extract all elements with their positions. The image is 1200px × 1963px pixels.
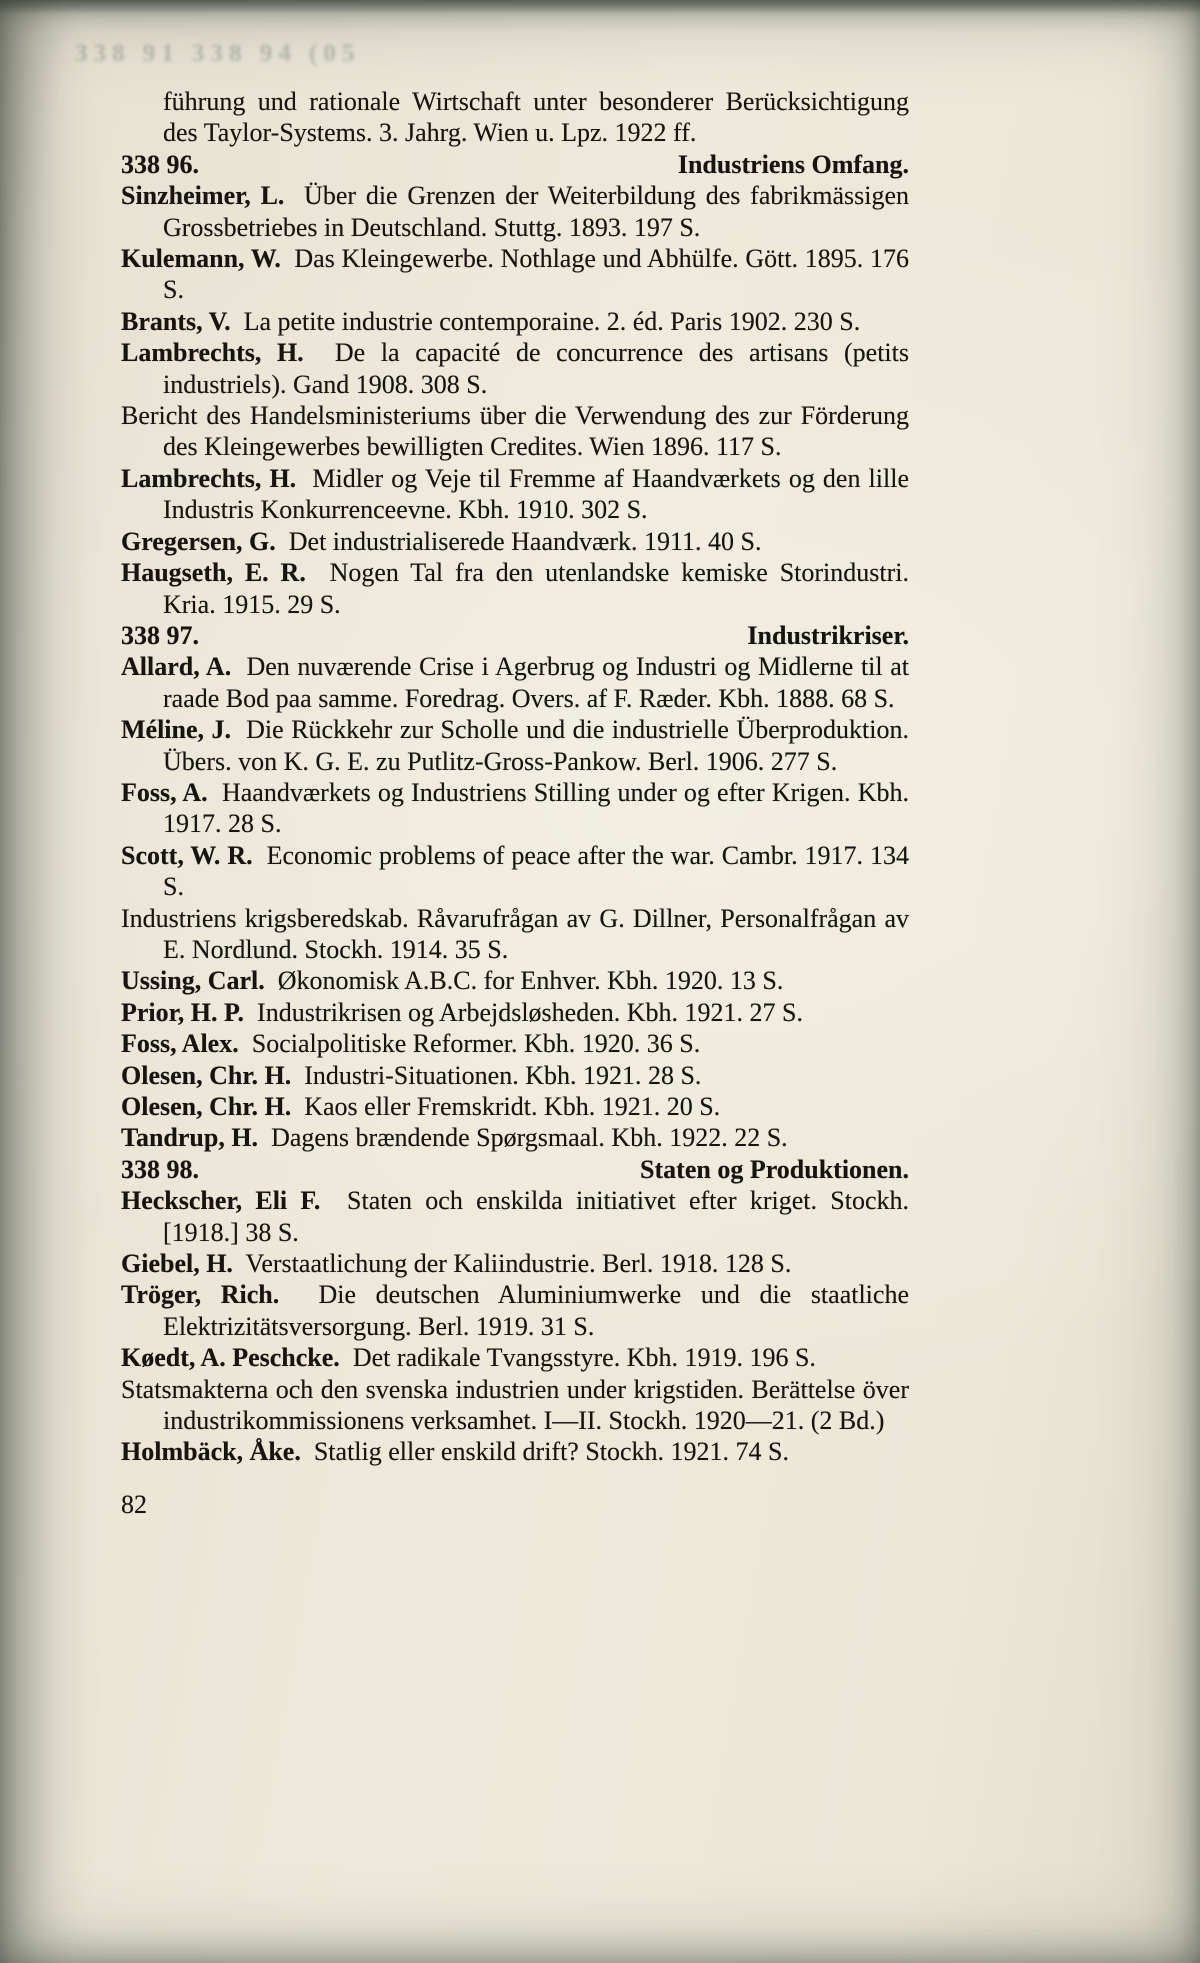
entry-text: Midler og Veje til Fremme af Haandværkets og den lille Industris Konkurrenceevne. Kbh. 1910. 302 S.: [163, 463, 909, 525]
section-title: Industriens Omfang.: [677, 149, 909, 179]
entry-text: Socialpolitiske Reformer. Kbh. 1920. 36 S.: [251, 1029, 701, 1059]
bibliography-entry: [121, 1060, 909, 1091]
entry-author: Olesen, Chr. H.: [121, 1092, 292, 1121]
bibliography-entry: [121, 306, 909, 337]
bibliography-entry: [121, 1185, 909, 1248]
entry-author: Køedt, A. Peschcke.: [121, 1343, 340, 1373]
bibliography-list: [121, 86, 909, 1468]
entry-author: Gregersen, G.: [121, 526, 276, 556]
section-code: 338 96.: [121, 149, 199, 179]
section-title: Industrikriser.: [747, 620, 909, 650]
entry-text: Über die Grenzen der Weiterbildung des fabrikmässigen Grossbetriebes in Deutschland. Stuttg. 1893. 197 S.: [163, 181, 910, 242]
entry-text: Haandværkets og Industriens Stilling under og efter Krigen. Kbh. 1917. 28 S.: [163, 777, 909, 839]
section-title: Staten og Produktionen.: [640, 1154, 909, 1184]
entry-text: Statsmakterna och den svenska industrien under krigstiden. Berättelse över industrikommissionens verksamhet. I—II. Stockh. 1920—21. (2 Bd.): [121, 1374, 909, 1436]
entry-text: Industriens krigsberedskab. Råvarufrågan av G. Dillner, Personalfrågan av E. Nordlund. Stockh. 1914. 35 S.: [121, 903, 909, 964]
entry-author: Tandrup, H.: [121, 1123, 259, 1153]
entry-text: Die Rückkehr zur Scholle und die industrielle Überproduktion. Übers. von K. G. E. zu Putlitz-Gross-Pankow. Berl. 1906. 277 S.: [163, 715, 910, 776]
section-heading: [121, 149, 909, 180]
entry-text: führung und rationale Wirtschaft unter besonderer Berücksichtigung des Taylor-Systems. 3. Jahrg. Wien u. Lpz. 1922 ff.: [163, 87, 909, 148]
bibliography-entry: [121, 463, 909, 526]
bibliography-entry: [121, 1091, 909, 1122]
entry-author: Olesen, Chr. H.: [121, 1060, 292, 1090]
bibliography-entry: [121, 1342, 909, 1373]
page-number: 82: [121, 1489, 147, 1519]
entry-author: Lambrechts, H.: [121, 463, 297, 493]
entry-author: Prior, H. P.: [121, 997, 245, 1027]
section-code: 338 98.: [121, 1154, 199, 1184]
entry-text: Die deutschen Aluminiumwerke und die staatliche Elektrizitätsversorgung. Berl. 1919. 31 S.: [163, 1280, 909, 1341]
entry-text: Det industrialiserede Haandværk. 1911. 40 S.: [288, 526, 762, 556]
text-block: [121, 86, 909, 1520]
section-code: 338 97.: [121, 620, 199, 650]
entry-author: Ussing, Carl.: [121, 966, 265, 996]
entry-author: Lambrechts, H.: [121, 338, 304, 368]
entry-text: Økonomisk A.B.C. for Enhver. Kbh. 1920. 13 S.: [277, 966, 784, 996]
entry-text: Den nuværende Crise i Agerbrug og Industri og Midlerne til at raade Bod paa samme. Foredrag. Overs. af F. Ræder. Kbh. 1888. 68 S.: [163, 652, 909, 713]
entry-author: Méline, J.: [121, 715, 232, 745]
entry-text: Industri-Situationen. Kbh. 1921. 28 S.: [304, 1060, 702, 1090]
bibliography-entry: [121, 1436, 909, 1467]
entry-text: Statlig eller enskild drift? Stockh. 1921. 74 S.: [313, 1437, 790, 1467]
entry-author: Heckscher, Eli F.: [121, 1186, 321, 1216]
entry-author: Brants, V.: [121, 306, 231, 336]
bibliography-entry: [121, 1122, 909, 1153]
bibliography-entry: [121, 903, 909, 966]
entry-author: Foss, A.: [121, 777, 208, 807]
entry-author: Tröger, Rich.: [121, 1280, 280, 1310]
bibliography-entry: [121, 526, 909, 557]
entry-text: La petite industrie contemporaine. 2. éd. Paris 1902. 230 S.: [243, 306, 861, 336]
entry-text: Kaos eller Fremskridt. Kbh. 1921. 20 S.: [304, 1092, 721, 1121]
bibliography-entry: [121, 965, 909, 996]
bibliography-entry: [121, 777, 909, 840]
bibliography-entry: [121, 337, 909, 400]
entry-text: Bericht des Handelsministeriums über die Verwendung des zur Förderung des Kleingewerbes bewilligten Credites. Wien 1896. 117 S.: [121, 401, 909, 462]
entry-text: Dagens brændende Spørgsmaal. Kbh. 1922. 22 S.: [271, 1123, 788, 1153]
entry-author: Giebel, H.: [121, 1249, 233, 1279]
entry-text: Staten och enskilda initiativet efter kriget. Stockh. [1918.] 38 S.: [163, 1186, 910, 1247]
entry-text: Verstaatlichung der Kaliindustrie. Berl. 1918. 128 S.: [245, 1249, 792, 1279]
bibliography-entry: [121, 714, 909, 777]
entry-text: Det radikale Tvangsstyre. Kbh. 1919. 196 S.: [352, 1343, 816, 1373]
bibliography-entry: [121, 840, 909, 903]
section-heading: [121, 1154, 909, 1185]
entry-author: Allard, A.: [121, 652, 232, 682]
bibliography-entry: [121, 1279, 909, 1342]
bibliography-entry: [121, 1028, 909, 1059]
entry-text: Nogen Tal fra den utenlandske kemiske Storindustri. Kria. 1915. 29 S.: [163, 558, 910, 619]
entry-author: Foss, Alex.: [121, 1029, 239, 1059]
bibliography-entry: [121, 997, 909, 1028]
bibliography-entry: [121, 1374, 909, 1437]
entry-text: De la capacité de concurrence des artisans (petits industriels). Gand 1908. 308 S.: [163, 338, 910, 399]
entry-text: Economic problems of peace after the war. Cambr. 1917. 134 S.: [163, 840, 910, 902]
entry-author: Holmbäck, Åke.: [121, 1437, 301, 1467]
section-heading: [121, 620, 909, 651]
entry-text: Das Kleingewerbe. Nothlage und Abhülfe. Gött. 1895. 176 S.: [163, 244, 910, 305]
entry-author: Haugseth, E. R.: [121, 558, 306, 588]
entry-author: Kulemann, W.: [121, 244, 281, 274]
bibliography-entry: [121, 400, 909, 463]
bibliography-entry: [121, 243, 909, 306]
bleedthrough-text: 338 91 338 94 (05: [75, 40, 361, 67]
bibliography-entry: [121, 180, 909, 243]
entry-continuation: [121, 86, 909, 149]
bibliography-entry: [121, 557, 909, 620]
bibliography-entry: [121, 1248, 909, 1279]
entry-author: Scott, W. R.: [121, 840, 253, 870]
entry-author: Sinzheimer, L.: [121, 181, 285, 211]
bibliography-entry: [121, 651, 909, 714]
entry-text: Industrikrisen og Arbejdsløsheden. Kbh. 1921. 27 S.: [257, 997, 803, 1027]
